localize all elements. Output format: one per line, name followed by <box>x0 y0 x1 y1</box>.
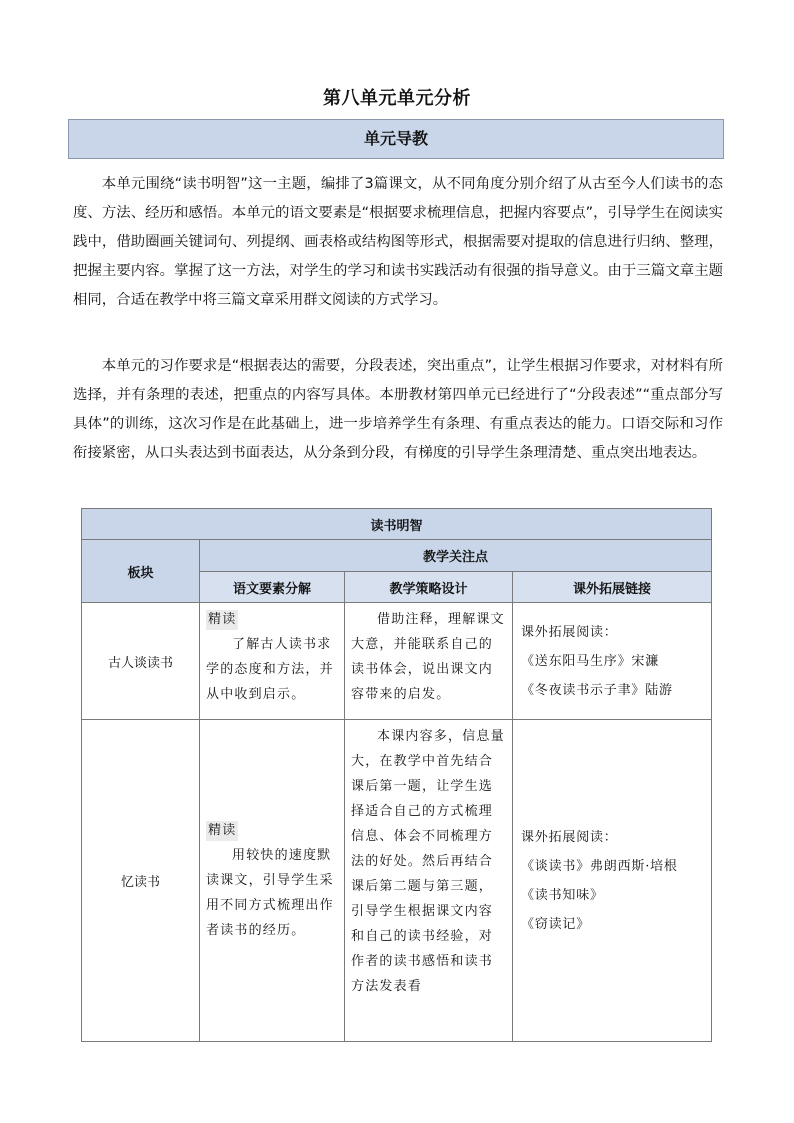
links-heading: 课外拓展阅读： <box>521 829 618 845</box>
link-item: 《谈读书》弗朗西斯·培根 <box>521 858 678 874</box>
col-header-links: 课外拓展链接 <box>513 572 712 603</box>
element-text: 用较快的速度默读课文，引导学生采用不同方式梳理出作者读书的经历。 <box>206 848 334 938</box>
col-header-element: 语文要素分解 <box>200 572 345 603</box>
focus-header: 教学关注点 <box>200 540 712 572</box>
element-text: 了解古人读书求学的态度和方法，并从中收到启示。 <box>206 637 334 702</box>
strategy-text: 本课内容多，信息量大，在教学中首先结合课后第一题，让学生选择适合自己的方式梳理信息、体会不同梳理方法的好处。然后再结合课后第二题与第三题，引导学生根据课文内容和自己的读书经验，对作者的读书感悟和读书方法发表看 <box>345 720 513 1042</box>
link-item: 《读书知味》 <box>521 887 604 903</box>
link-item: 《窃读记》 <box>521 916 591 932</box>
link-item: 《送东阳马生序》宋濂 <box>521 653 660 669</box>
element-cell <box>200 603 345 720</box>
links-heading: 课外拓展阅读： <box>521 624 618 640</box>
link-item: 《冬夜读书示子聿》陆游 <box>521 682 673 698</box>
section-header: 单元导教 <box>68 119 724 159</box>
links-cell <box>513 720 712 1042</box>
reading-type-tag: 精读 <box>206 821 238 841</box>
writing-paragraph: 本单元的习作要求是“根据表达的需要，分段表述，突出重点”，让学生根据习作要求，对材料有所选择，并有条理的表述，把重点的内容写具体。本册教材第四单元已经进行了“分段表述”“重点部分写具体”的训练，这次习作是在此基础上，进一步培养学生有条理、有重点表达的能力。口语交际和习作衔接紧密，从口头表达到书面表达，从分条到分段，有梯度的引导学生条理清楚、重点突出地表达。 <box>73 358 723 461</box>
analysis-table <box>81 508 712 1042</box>
table-row <box>82 603 712 720</box>
lesson-name: 忆读书 <box>82 720 200 1042</box>
lesson-name: 古人谈读书 <box>82 603 200 720</box>
col-header-strategy: 教学策略设计 <box>345 572 513 603</box>
element-cell <box>200 720 345 1042</box>
page-title: 第八单元单元分析 <box>323 88 471 109</box>
table-theme-header: 读书明智 <box>82 509 712 540</box>
links-cell <box>513 603 712 720</box>
strategy-text: 借助注释，理解课文大意，并能联系自己的读书体会，说出课文内容带来的启发。 <box>345 603 513 720</box>
table-row <box>82 720 712 1042</box>
block-header: 板块 <box>82 540 200 603</box>
intro-paragraph: 本单元围绕“读书明智”这一主题，编排了3篇课文，从不同角度分别介绍了从古至今人们读书的态度、方法、经历和感悟。本单元的语文要素是“根据要求梳理信息，把握内容要点”，引导学生在阅读实践中，借助圈画关键词句、列提纲、画表格或结构图等形式，根据需要对提取的信息进行归纳、整理，把握主要内容。掌握了这一方法，对学生的学习和读书实践活动有很强的指导意义。由于三篇文章主题相同，合适在教学中将三篇文章采用群文阅读的方式学习。 <box>73 176 723 308</box>
reading-type-tag: 精读 <box>206 610 238 630</box>
